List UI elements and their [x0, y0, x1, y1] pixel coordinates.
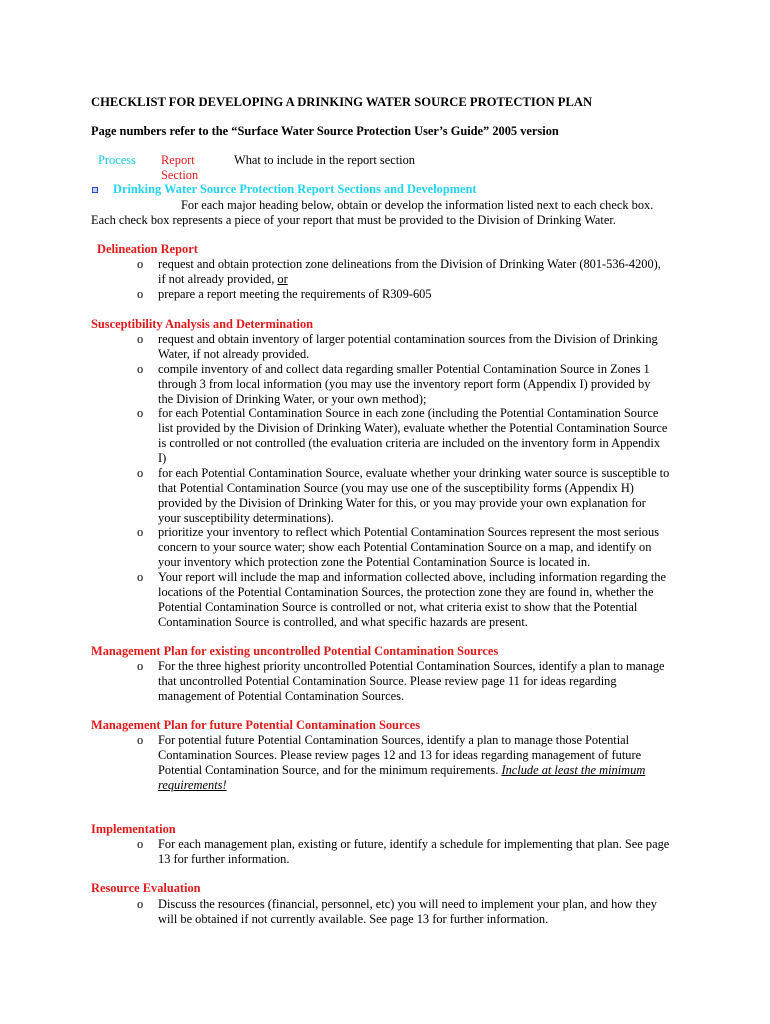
- intro-line-1: For each major heading below, obtain or develop the information listed next to each check box.: [181, 198, 654, 212]
- document-subtitle: Page numbers refer to the “Surface Water Source Protection User’s Guide” 2005 version: [91, 124, 559, 138]
- list-item: prepare a report meeting the requirements of R309-605: [158, 287, 432, 301]
- bullet-icon: o: [137, 659, 144, 673]
- section-heading-resource: Resource Evaluation: [91, 881, 201, 895]
- bullet-icon: o: [137, 897, 144, 911]
- bullet-icon: o: [137, 466, 144, 480]
- section-heading-mgmt-future: Management Plan for future Potential Contamination Sources: [91, 718, 421, 732]
- list-item: Your report will include the map and information collected above, including information regarding the locations of the Potential Contamination Sources, the protection zone they are found in, whether the Potential Contamination Source is controlled or not, what criteria exist to show that the Potential Contamination Source is controlled, and what specific hazards are present.: [158, 570, 666, 629]
- intro-line-2: Each check box represents a piece of your report that must be provided to the Division of Drinking Water.: [91, 213, 616, 227]
- list-item: Discuss the resources (financial, personnel, etc) you will need to implement your plan, and how they will be obtained if not currently available. See page 13 for further information.: [158, 897, 657, 926]
- list-item: for each Potential Contamination Source, evaluate whether your drinking water source is susceptible to that Potential Contamination Source (you may use one of the susceptibility forms (Appendix H) provided by the Division of Drinking Water for this, or you may provide your own explanation for your susceptibility determinations).: [158, 466, 670, 525]
- bullet-icon: o: [137, 287, 144, 301]
- section-heading-mgmt-existing: Management Plan for existing uncontrolled Potential Contamination Sources: [91, 644, 499, 658]
- list-item: For each management plan, existing or future, identify a schedule for implementing that plan. See page 13 for further information.: [158, 837, 670, 866]
- list-item: compile inventory of and collect data regarding smaller Potential Contamination Source in Zones 1 through 3 from local information (you may use the inventory report form (Appendix I) provided by the Division of Drinking Water, or your own method);: [158, 362, 651, 406]
- checkbox-icon[interactable]: [92, 187, 98, 193]
- document-title: CHECKLIST FOR DEVELOPING A DRINKING WATER SOURCE PROTECTION PLAN: [91, 95, 593, 109]
- bullet-icon: o: [137, 332, 144, 346]
- bullet-icon: o: [137, 733, 144, 747]
- list-item: for each Potential Contamination Source in each zone (including the Potential Contamination Source list provided by the Division of Drinking Water), evaluate whether the Potential Contamination Source is controlled or not controlled (the evaluation criteria are included on the inventory form in Appendix I): [158, 406, 668, 465]
- bullet-icon: o: [137, 257, 144, 271]
- legend-process: Process: [98, 153, 136, 167]
- bullet-icon: o: [137, 406, 144, 420]
- list-item: request and obtain protection zone delineations from the Division of Drinking Water (801-536-4200), if not already provided, or: [158, 257, 661, 286]
- legend-report: Report: [161, 153, 195, 167]
- bullet-icon: o: [137, 570, 144, 584]
- bullet-icon: o: [137, 525, 144, 539]
- main-heading: Drinking Water Source Protection Report Sections and Development: [113, 182, 477, 196]
- list-item: For the three highest priority uncontrolled Potential Contamination Sources, identify a plan to manage that uncontrolled Potential Contamination Source. Please review page 11 for ideas regarding management of Potential Contamination Sources.: [158, 659, 665, 703]
- section-heading-delineation: Delineation Report: [97, 242, 198, 256]
- bullet-icon: o: [137, 362, 144, 376]
- legend-what: What to include in the report section: [234, 153, 415, 167]
- list-item: prioritize your inventory to reflect which Potential Contamination Sources represent the most serious concern to your source water; show each Potential Contamination Source on a map, and identify on your inventory which protection zone the Potential Contamination Source is located in.: [158, 525, 660, 569]
- bullet-icon: o: [137, 837, 144, 851]
- legend-section: Section: [161, 168, 199, 182]
- section-heading-susceptibility: Susceptibility Analysis and Determination: [91, 317, 314, 331]
- list-item: For potential future Potential Contamination Sources, identify a plan to manage those Potential Contamination Sources. Please review pages 12 and 13 for ideas regarding management of future Potential Contamination Source, and for the minimum requirements. Include at least the minimum requirements!: [158, 733, 646, 792]
- list-item: request and obtain inventory of larger potential contamination sources from the Division of Drinking Water, if not already provided.: [158, 332, 658, 361]
- section-heading-implementation: Implementation: [91, 822, 176, 836]
